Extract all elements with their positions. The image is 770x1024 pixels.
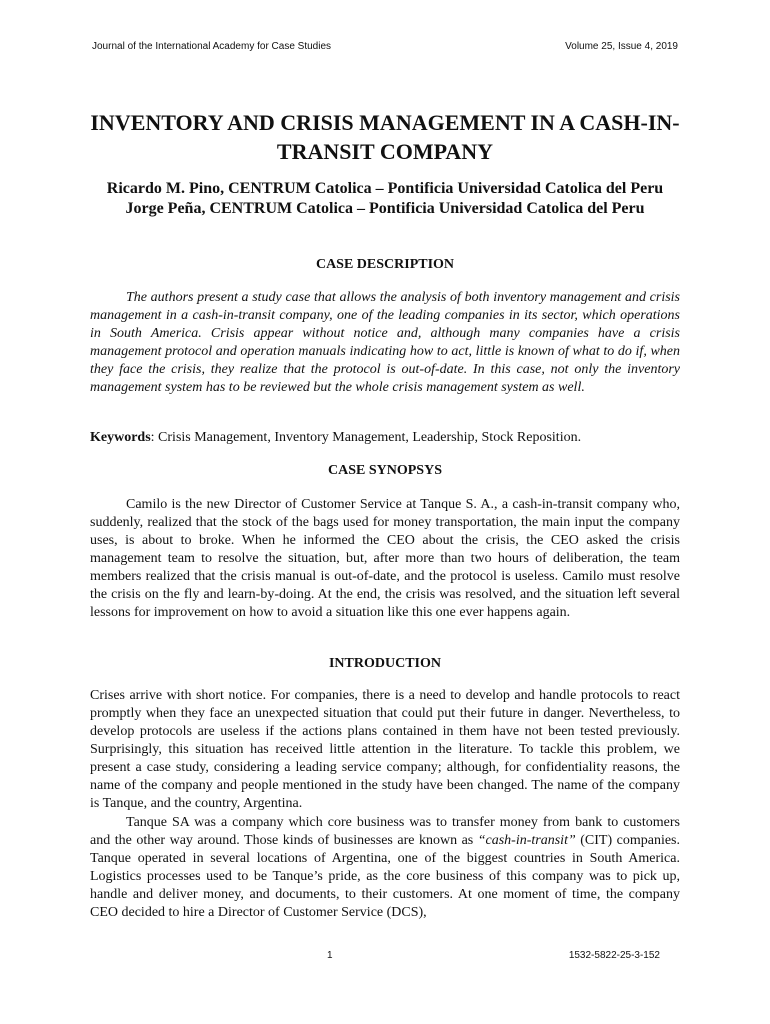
author-block: [88, 179, 682, 219]
introduction-paragraph-1: Crises arrive with short notice. For companies, there is a need to develop and handle protocols to react promptly when they face an unexpected situation that could put their future in danger. Nevertheless, to develop protocols are useless if the actions plans contained in them have not been tested previously. Surprisingly, this situation has received little attention in the literature. To tackle this problem, we present a case study, considering a leading service company; although, for confidentiality reasons, the name of the company and people mentioned in the study have been changed. The name of the company is Tanque, and the country, Argentina.: [90, 688, 680, 811]
page-number: 1: [327, 950, 333, 961]
case-description-text: The authors present a study case that allows the analysis of both inventory management and crisis management in a cash-in-transit company, one of the leading companies in its sector, which operations in South America. Crisis appear without notice and, although many companies have a crisis management protocol and operation manuals indicating how to act, little is known of what to do if, when they face the crisis, they realize that the protocol is out-of-date. In this case, not only the inventory management system has to be reviewed but the whole crisis management system as well.: [90, 290, 680, 395]
author-2: Jorge Peña, CENTRUM Catolica – Pontificia Universidad Catolica del Peru: [125, 200, 645, 217]
case-synopsis-heading: CASE SYNOPSYS: [328, 463, 442, 478]
case-synopsis-text: Camilo is the new Director of Customer Service at Tanque S. A., a cash-in-transit company who, suddenly, realized that the stock of the bags used for money transportation, the main input the company uses, is about to broke. When he informed the CEO about the crisis, the CEO asked the crisis management team to resolve the situation, but, after more than two hours of deliberation, the team members realized that the crisis manual is out-of-date, and the protocol is useless. Camilo must resolve the crisis on the fly and learn-by-doing. At the end, the crisis was resolved, and the situation left several lessons for improvement on how to avoid a situation like this one ever happens again.: [90, 497, 680, 620]
running-header: [92, 41, 678, 52]
intro-p2-emphasis: “cash-in-transit”: [477, 833, 576, 848]
volume-issue: Volume 25, Issue 4, 2019: [565, 41, 678, 52]
author-1: Ricardo M. Pino, CENTRUM Catolica – Pontificia Universidad Catolica del Peru: [106, 180, 664, 197]
issn-code: 1532-5822-25-3-152: [568, 950, 660, 961]
case-description-heading: CASE DESCRIPTION: [315, 257, 455, 272]
introduction-paragraph-2: [90, 814, 680, 922]
introduction-heading: INTRODUCTION: [328, 656, 441, 671]
paper-title: INVENTORY AND CRISIS MANAGEMENT IN A CASH-IN-TRANSIT COMPANY: [90, 110, 680, 164]
journal-name: Journal of the International Academy for Case Studies: [92, 41, 332, 52]
intro-p2-part-a: Tanque SA was a company which core business was to transfer money from bank to customers and the other way around. Those kinds of businesses are known as: [90, 815, 680, 848]
keywords-line: [90, 429, 680, 447]
intro-p2-part-b: (CIT) companies. Tanque operated in several locations of Argentina, one of the biggest countries in South America. Logistics processes used to be Tanque’s pride, as the core business of this company was to pick up, handle and deliver money, and documents, to their customers. At one moment of time, the company CEO decided to hire a Director of Customer Service (DCS),: [90, 833, 680, 920]
keywords-label: Keywords: [90, 430, 151, 445]
keywords-text: : Crisis Management, Inventory Management, Leadership, Stock Reposition.: [150, 430, 582, 445]
